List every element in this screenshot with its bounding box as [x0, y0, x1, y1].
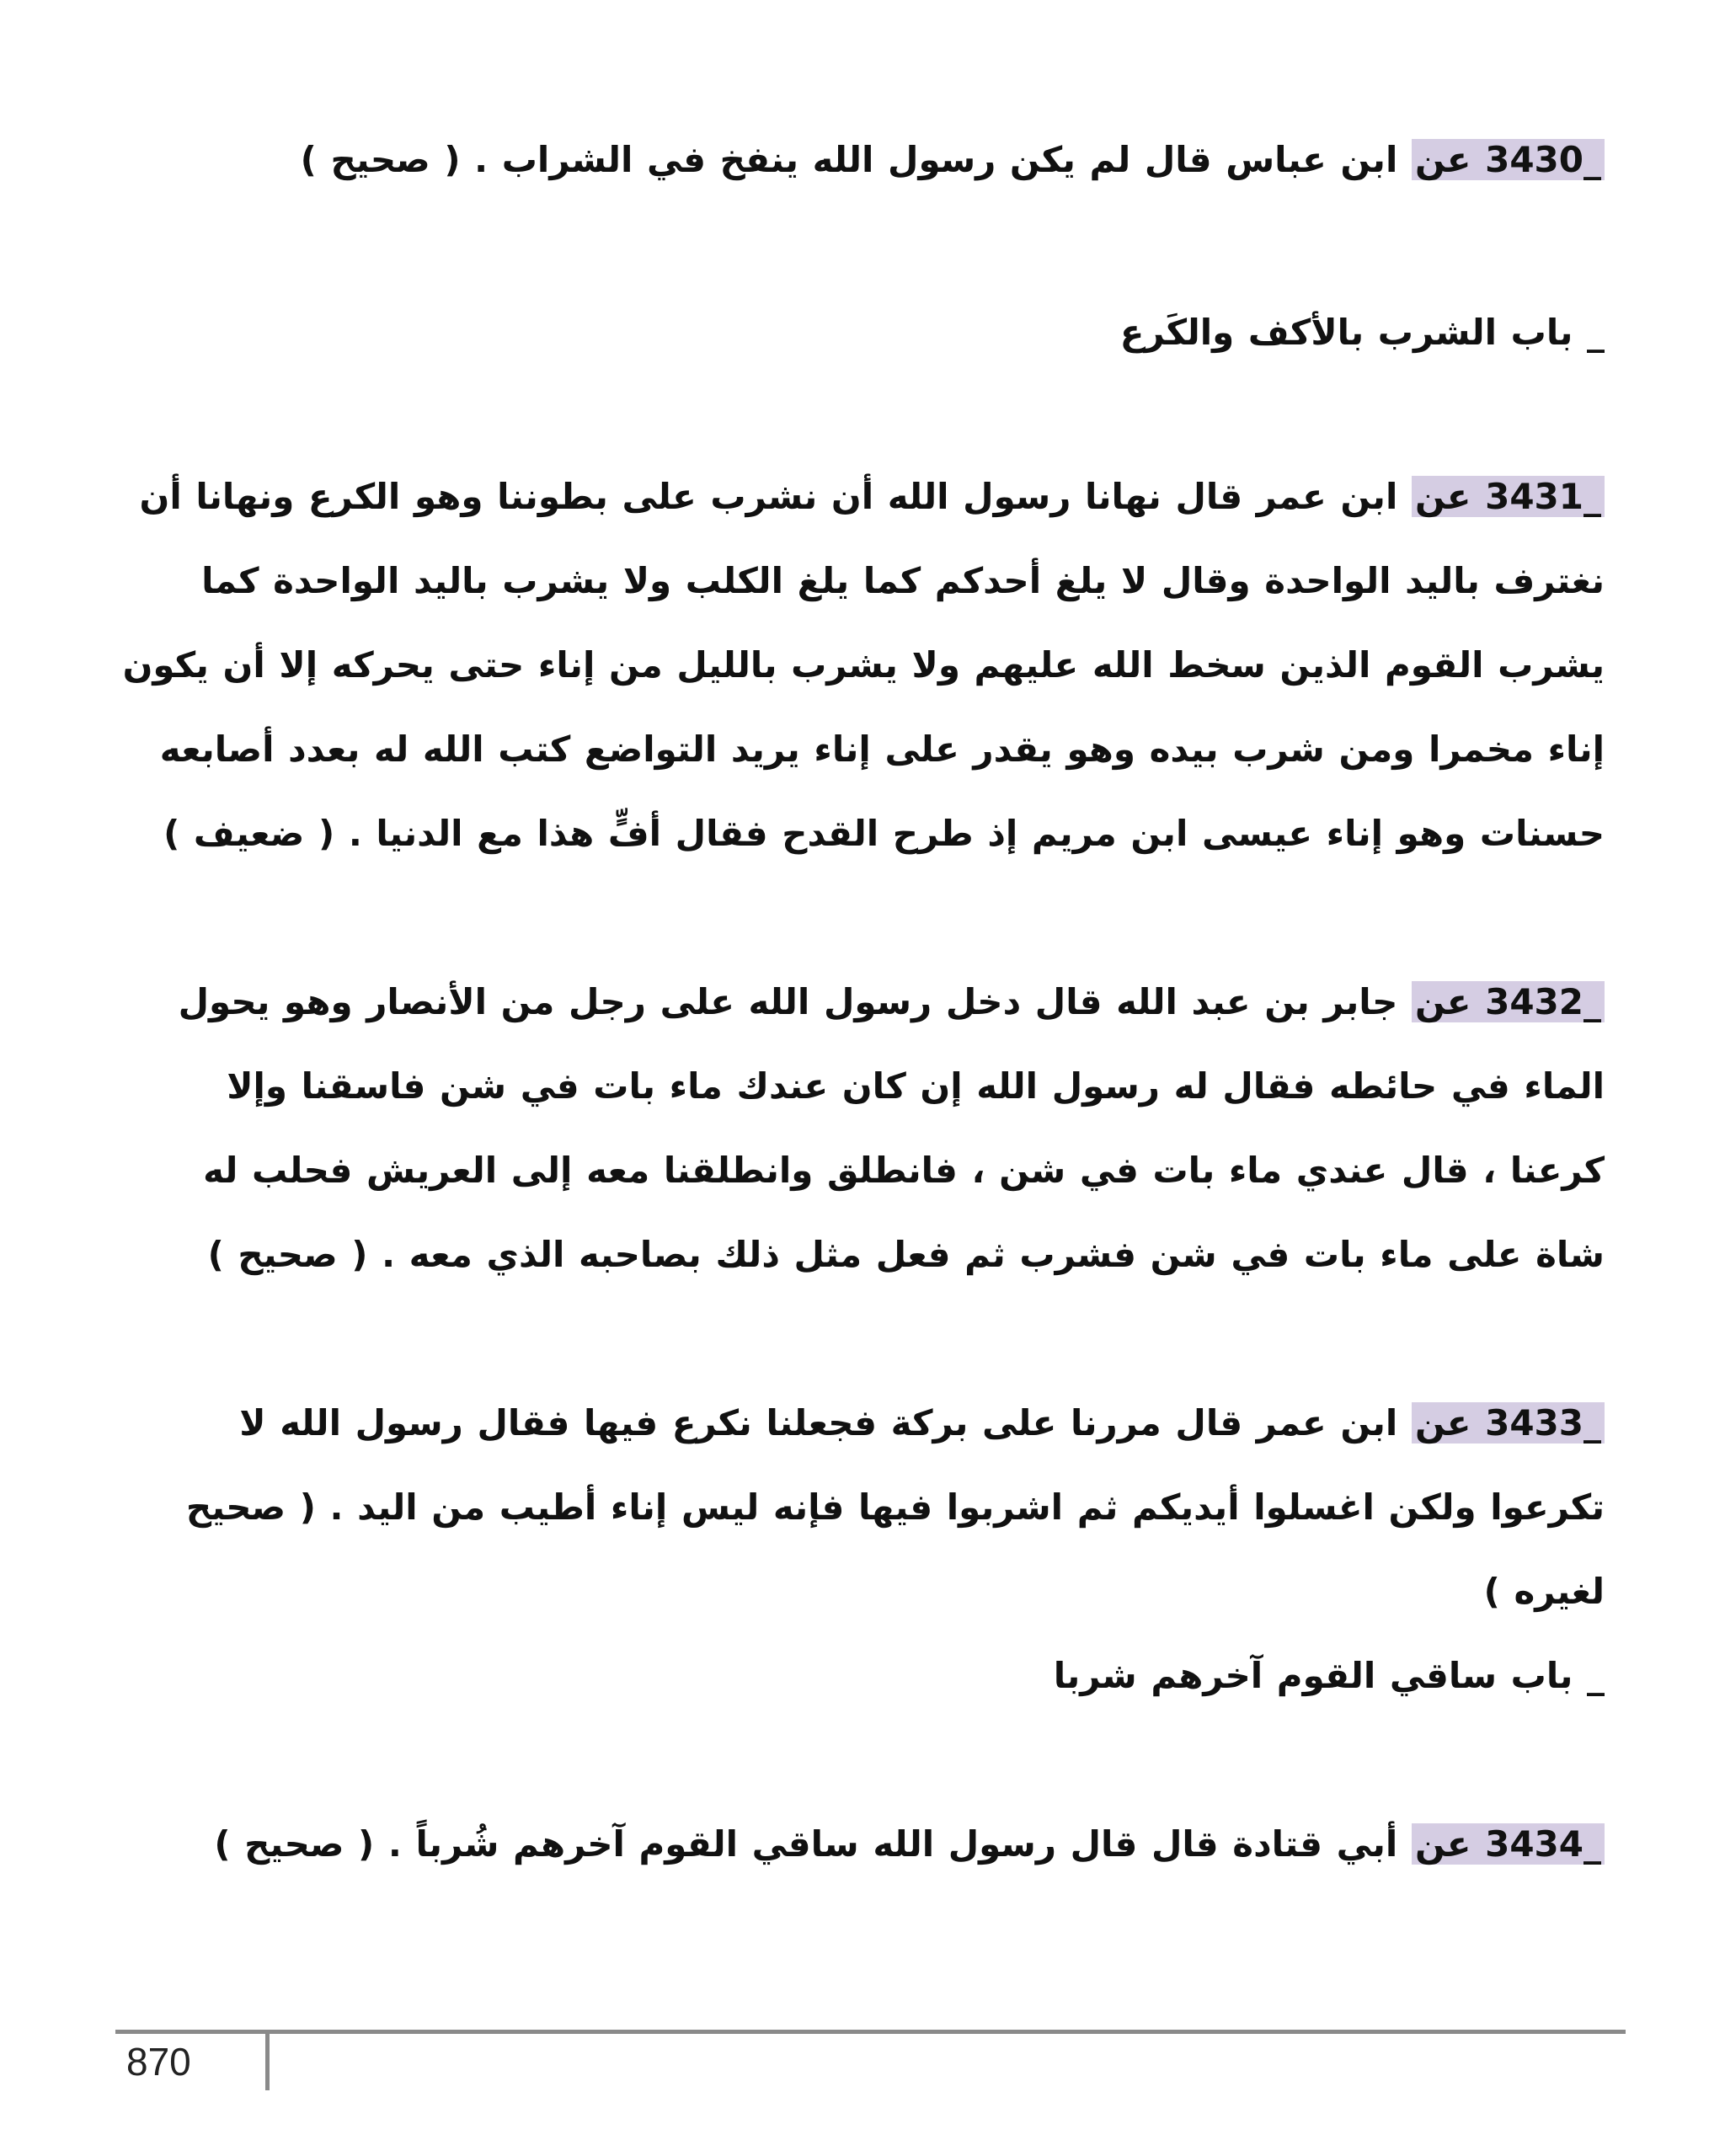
- hadith-text: جابر بن عبد الله قال دخل رسول الله على رجل من الأنصار وهو يحول الماء في حائطه فقال له رسول الله إن كان عندك ماء بات في شن فاسقنا وإلا كرعنا ، قال عندي ماء بات في شن ، فانطلق وانطلقنا معه إلى العريش فحلب له شاة على ماء بات في شن فشرب ثم فعل مثل ذلك بصاحبه الذي معه . ( صحيح ): [178, 981, 1605, 1275]
- hadith-marker: عن: [1414, 981, 1471, 1022]
- chapter-title: _ باب الشرب بالأكف والكَرع: [1119, 312, 1605, 353]
- hadith-number: 3432_: [1485, 981, 1601, 1022]
- footer-rule: [115, 2030, 1626, 2034]
- hadith-marker: عن: [1414, 1402, 1471, 1444]
- hadith-number-highlight: [1412, 476, 1605, 517]
- page-number: 870: [126, 2040, 191, 2084]
- hadith-marker: عن: [1414, 139, 1471, 180]
- hadith-marker: عن: [1414, 1823, 1471, 1865]
- hadith-3430: [122, 118, 1605, 202]
- hadith-text: ابن عمر قال مررنا على بركة فجعلنا نكرع فيها فقال رسول الله لا تكرعوا ولكن اغسلوا أيديكم ثم اشربوا فيها فإنه ليس إناء أطيب من اليد . ( صحيح لغيره ): [185, 1402, 1605, 1612]
- hadith-marker: عن: [1414, 476, 1471, 517]
- hadith-text: ابن عباس قال لم يكن رسول الله ينفخ في الشراب . ( صحيح ): [300, 139, 1398, 180]
- hadith-3434: [122, 1802, 1605, 1886]
- hadith-number: 3431_: [1485, 476, 1601, 517]
- hadith-text: أبي قتادة قال قال رسول الله ساقي القوم آخرهم شُرباً . ( صحيح ): [214, 1823, 1398, 1865]
- chapter-heading: [122, 1634, 1605, 1718]
- hadith-number-highlight: [1412, 981, 1605, 1022]
- chapter-heading: [122, 291, 1605, 375]
- hadith-number: 3430_: [1485, 139, 1601, 180]
- hadith-number-highlight: [1412, 1823, 1605, 1865]
- hadith-3431: [122, 455, 1605, 876]
- hadith-number: 3434_: [1485, 1823, 1601, 1865]
- hadith-3432: [122, 960, 1605, 1297]
- hadith-number-highlight: [1412, 1402, 1605, 1444]
- hadith-3433: [122, 1381, 1605, 1634]
- footer-divider-tick: [265, 2030, 270, 2090]
- hadith-number-highlight: [1412, 139, 1605, 180]
- chapter-title: _ باب ساقي القوم آخرهم شربا: [1053, 1655, 1605, 1696]
- hadith-text: ابن عمر قال نهانا رسول الله أن نشرب على بطوننا وهو الكرع ونهانا أن نغترف باليد الواحدة وقال لا يلغ أحدكم كما يلغ الكلب ولا يشرب باليد الواحدة كما يشرب القوم الذين سخط الله عليهم ولا يشرب بالليل من إناء حتى يحركه إلا أن يكون إناء مخمرا ومن شرب بيده وهو يقدر على إناء يريد التواضع كتب الله له بعدد أصابعه حسنات وهو إناء عيسى ابن مريم إذ طرح القدح فقال أفٍّ هذا مع الدنيا . ( ضعيف ): [122, 476, 1605, 854]
- hadith-number: 3433_: [1485, 1402, 1601, 1444]
